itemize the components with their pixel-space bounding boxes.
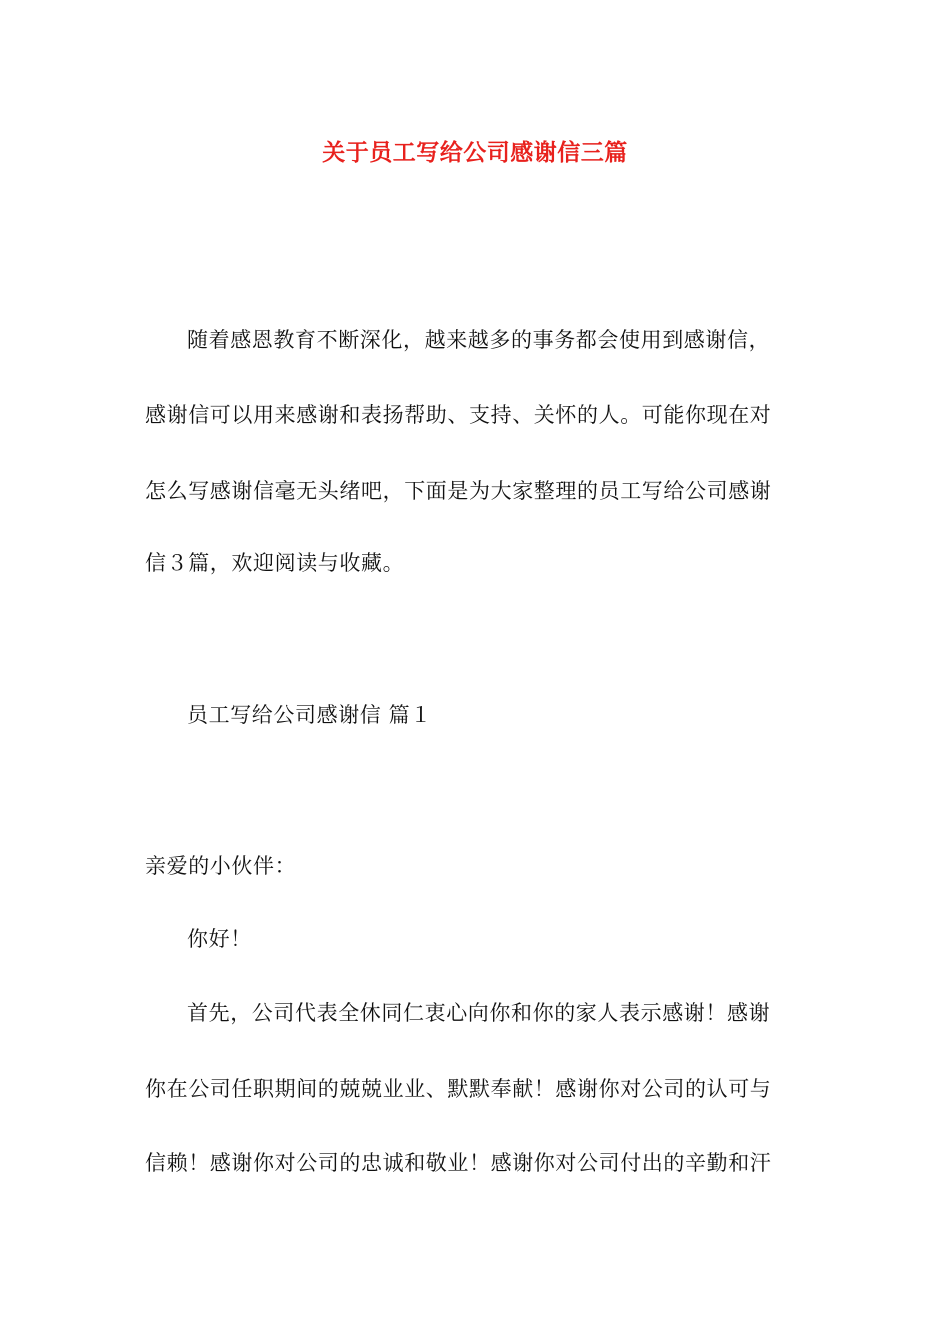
body-line-2: 你在公司任职期间的兢兢业业、默默奉献！感谢你对公司的认可与 bbox=[145, 1077, 772, 1101]
intro-line-2: 感谢信可以用来感谢和表扬帮助、支持、关怀的人。可能你现在对 bbox=[145, 403, 772, 427]
section-heading: 员工写给公司感谢信 篇１ bbox=[187, 703, 432, 727]
intro-line-1: 随着感恩教育不断深化，越来越多的事务都会使用到感谢信， bbox=[187, 328, 771, 352]
greeting: 你好！ bbox=[187, 927, 252, 951]
body-line-3: 信赖！感谢你对公司的忠诚和敬业！感谢你对公司付出的辛勤和汗 bbox=[145, 1151, 772, 1175]
intro-line-3: 怎么写感谢信毫无头绪吧，下面是为大家整理的员工写给公司感谢 bbox=[145, 479, 772, 503]
salutation: 亲爱的小伙伴： bbox=[145, 854, 297, 878]
document-title: 关于员工写给公司感谢信三篇 bbox=[322, 139, 628, 166]
body-line-1: 首先，公司代表全休同仁衷心向你和你的家人表示感谢！感谢 bbox=[187, 1001, 771, 1025]
intro-line-4: 信３篇，欢迎阅读与收藏。 bbox=[145, 551, 405, 575]
